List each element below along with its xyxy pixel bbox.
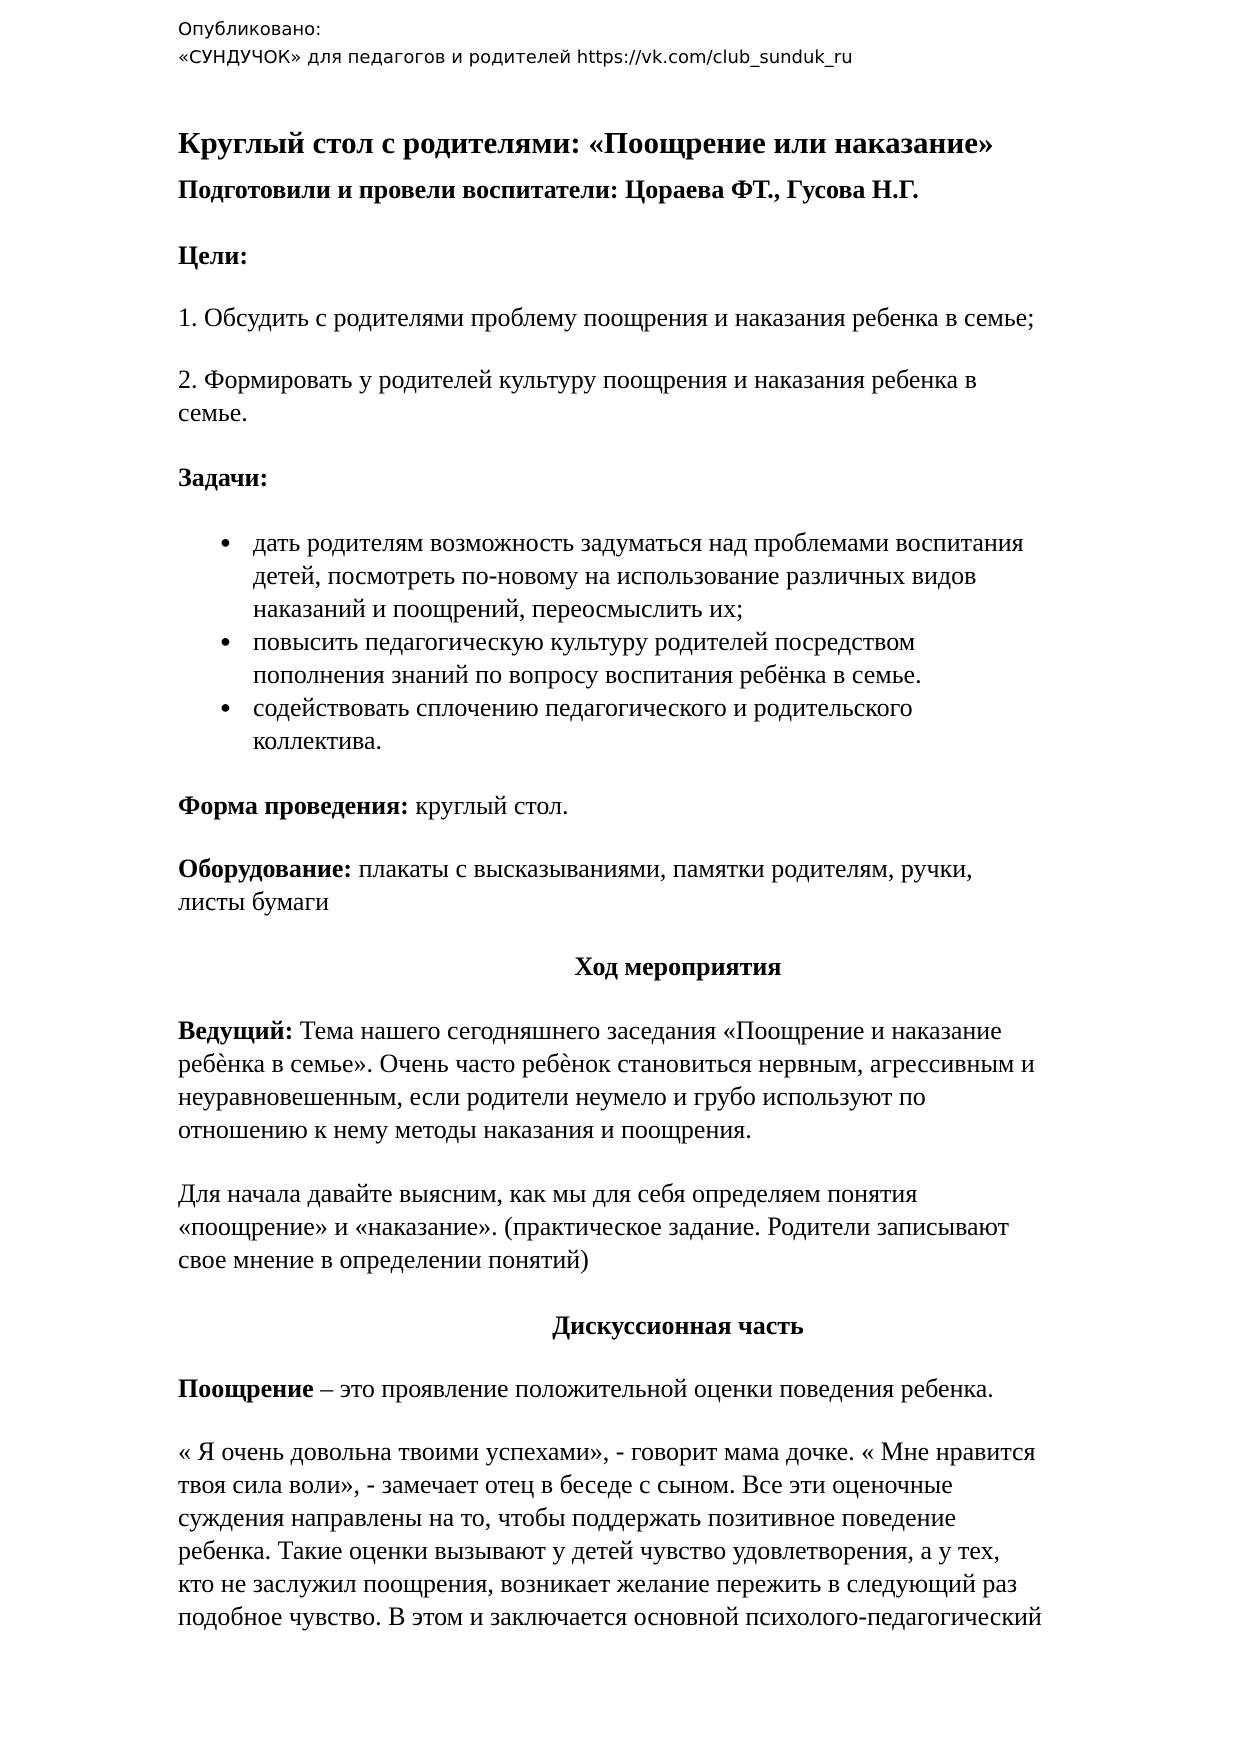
definition-paragraph [178,1372,1178,1405]
form-paragraph [178,789,1178,822]
tasks-list [178,526,1178,757]
task-line: пополнения знаний по вопросу воспитания ребёнка в семье. [253,660,922,689]
start-line-2: «поощрение» и «наказание». (практическое задание. Родители записывают [178,1212,1009,1241]
lead-line-4: отношению к нему методы наказания и поощрения. [178,1115,752,1144]
course-heading: Ход мероприятия [574,952,782,981]
task-line: дать родителям возможность задуматься над проблемами воспитания [253,528,1024,557]
definition-text: – это проявление положительной оценки поведения ребенка. [313,1374,994,1403]
lead-paragraph [178,1014,1178,1146]
definition-term: Поощрение [178,1374,314,1403]
quote-line-3: суждения направлены на то, чтобы поддержать позитивное поведение [178,1503,957,1532]
tasks-heading: Задачи: [178,463,269,492]
authors-line: Подготовили и провели воспитатели: Цораева ФТ., Гусова Н.Г. [178,175,919,204]
bullet-icon: ● [220,697,231,717]
quote-line-5: кто не заслужил поощрения, возникает желание пережить в следующий раз [178,1569,1018,1598]
document-title: Круглый стол с родителями: «Поощрение или наказание» [178,125,994,160]
lead-line-1: Тема нашего сегодняшнего заседания «Поощрение и наказание [293,1016,1002,1045]
lead-line-2: ребѐнка в семье». Очень часто ребѐнок становиться нервным, агрессивным и [178,1049,1035,1078]
quote-line-2: твоя сила воли», - замечает отец в беседе с сыном. Все эти оценочные [178,1470,953,1499]
goal-2-line-1: 2. Формировать у родителей культуру поощрения и наказания ребенка в [178,365,977,394]
publisher-line: «СУНДУЧОК» для педагогов и родителей https://vk.com/club_sunduk_ru [178,47,853,68]
goals-heading: Цели: [178,241,248,270]
goal-2-line-2: семье. [178,398,248,427]
task-line: содействовать сплочению педагогического и родительского [253,693,913,722]
bullet-icon: ● [220,532,231,552]
task-line: детей, посмотреть по-новому на использование различных видов [253,561,977,590]
goal-1: 1. Обсудить с родителями проблему поощрения и наказания ребенка в семье; [178,303,1035,332]
document-body [178,124,1178,1633]
form-label: Форма проведения: [178,791,409,820]
lead-label: Ведущий: [178,1016,294,1045]
lead-line-3: неуравновешенным, если родители неумело и грубо используют по [178,1082,926,1111]
publication-header [178,16,853,72]
quote-paragraph [178,1435,1178,1633]
equipment-paragraph [178,852,1178,918]
equipment-line-2: листы бумаги [178,887,330,916]
quote-line-6: подобное чувство. В этом и заключается основной психолого-педагогический [178,1602,1042,1631]
equipment-label: Оборудование: [178,854,353,883]
quote-line-1: « Я очень довольна твоими успехами», - говорит мама дочке. « Мне нравится [178,1437,1036,1466]
quote-line-4: ребенка. Такие оценки вызывают у детей чувство удовлетворения, а у тех, [178,1536,1001,1565]
goal-2 [178,363,1178,429]
published-label: Опубликовано: [178,19,322,40]
start-line-1: Для начала давайте выясним, как мы для себя определяем понятия [178,1179,918,1208]
start-line-3: свое мнение в определении понятий) [178,1245,589,1274]
task-item [178,691,1178,757]
start-paragraph [178,1177,1178,1276]
task-line: коллектива. [253,726,382,755]
task-item [178,526,1178,625]
bullet-icon: ● [220,631,231,651]
task-line: повысить педагогическую культуру родителей посредством [253,627,916,656]
discussion-heading: Дискуссионная часть [552,1311,804,1340]
equipment-line-1: плакаты с высказываниями, памятки родителям, ручки, [352,854,973,883]
task-line: наказаний и поощрений, переосмыслить их; [253,594,744,623]
task-item [178,625,1178,691]
form-value: круглый стол. [408,791,569,820]
